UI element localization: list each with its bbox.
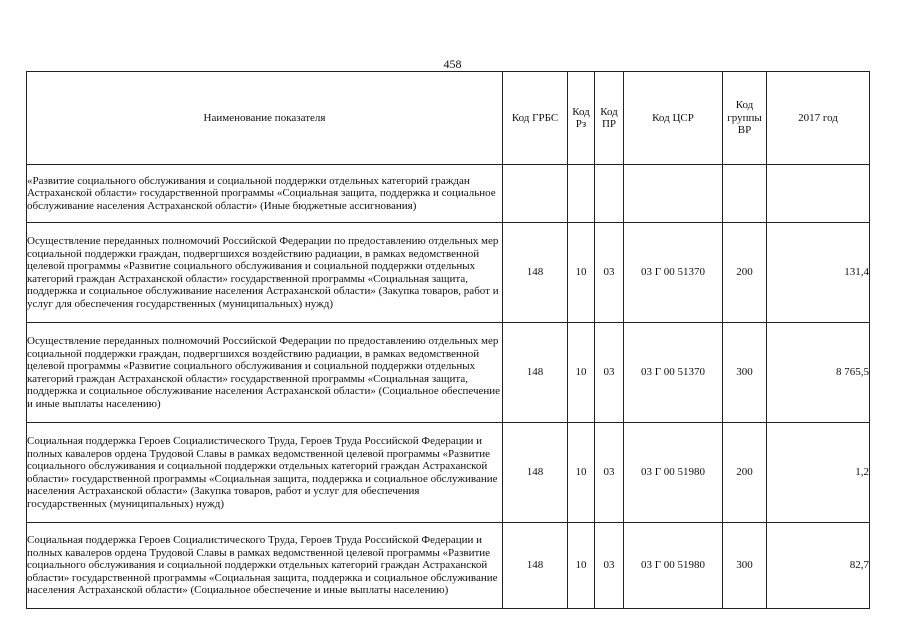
row-grbs: 148 [503, 423, 568, 523]
row-name: Осуществление переданных полномочий Российской Федерации по предоставлению отдельных мер социальной поддержки граждан, подвергшихся воздействию радиации, в рамках ведомственной целевой программы «Развитие социального обслуживания и социальной поддержки отдельных категорий граждан Астраханской области» государственной программы «Социальная защита, поддержка и социальное обслуживание населения Астраханской области» (Социальное обеспечение и иные выплаты населению) [27, 323, 503, 423]
header-csr: Код ЦСР [624, 72, 723, 165]
row-csr: 03 Г 00 51370 [624, 223, 723, 323]
row-grbs: 148 [503, 223, 568, 323]
row-amount: 131,4 [767, 223, 870, 323]
row-name: Социальная поддержка Героев Социалистического Труда, Героев Труда Российской Федерации и полных кавалеров ордена Трудовой Славы в рамках ведомственной целевой программы «Развитие социального обслуживания и социальной поддержки отдельных категорий граждан Астраханской области» государственной программы «Социальная защита, поддержка и социальное обслуживание населения Астраханской области» (Закупка товаров, работ и услуг для обеспечения государственных (муниципальных) нужд) [27, 423, 503, 523]
row-grbs: 148 [503, 523, 568, 609]
row-pr: 03 [595, 223, 624, 323]
row-name: «Развитие социального обслуживания и социальной поддержки отдельных категорий граждан Астраханской области» государственной программы «Социальная защита, поддержка и социальное обслуживание населения Астраханской области» (Иные бюджетные ассигнования) [27, 165, 503, 223]
header-pr: Код ПР [595, 72, 624, 165]
row-csr: 03 Г 00 51980 [624, 423, 723, 523]
table-row [27, 223, 870, 323]
row-rz: 10 [568, 423, 595, 523]
page-number: 458 [443, 57, 462, 71]
budget-table [26, 71, 870, 609]
row-csr: 03 Г 00 51980 [624, 523, 723, 609]
row-pr: 03 [595, 423, 624, 523]
row-vr: 300 [723, 323, 767, 423]
header-grbs: Код ГРБС [503, 72, 568, 165]
row-rz: 10 [568, 523, 595, 609]
row-vr: 300 [723, 523, 767, 609]
header-name: Наименование показателя [27, 72, 503, 165]
row-csr: 03 Г 00 51370 [624, 323, 723, 423]
header-rz: Код Рз [568, 72, 595, 165]
table-row [27, 523, 870, 609]
row-name: Социальная поддержка Героев Социалистического Труда, Героев Труда Российской Федерации и полных кавалеров ордена Трудовой Славы в рамках ведомственной целевой программы «Развитие социального обслуживания и социальной поддержки отдельных категорий граждан Астраханской области» государственной программы «Социальная защита, поддержка и социальное обслуживание населения Астраханской области» (Социальное обеспечение и иные выплаты населению) [27, 523, 503, 609]
row-vr [723, 165, 767, 223]
row-vr: 200 [723, 223, 767, 323]
row-amount [767, 165, 870, 223]
row-amount: 1,2 [767, 423, 870, 523]
row-grbs: 148 [503, 323, 568, 423]
row-rz: 10 [568, 223, 595, 323]
table-row [27, 323, 870, 423]
row-pr [595, 165, 624, 223]
row-vr: 200 [723, 423, 767, 523]
row-csr [624, 165, 723, 223]
table-header-row [27, 72, 870, 165]
header-vr: Код группы ВР [723, 72, 767, 165]
row-amount: 82,7 [767, 523, 870, 609]
row-grbs [503, 165, 568, 223]
row-pr: 03 [595, 523, 624, 609]
table-row [27, 423, 870, 523]
row-rz [568, 165, 595, 223]
header-year: 2017 год [767, 72, 870, 165]
row-pr: 03 [595, 323, 624, 423]
table-row [27, 165, 870, 223]
row-name: Осуществление переданных полномочий Российской Федерации по предоставлению отдельных мер социальной поддержки граждан, подвергшихся воздействию радиации, в рамках ведомственной целевой программы «Развитие социального обслуживания и социальной поддержки отдельных категорий граждан Астраханской области» государственной программы «Социальная защита, поддержка и социальное обслуживание населения Астраханской области» (Закупка товаров, работ и услуг для обеспечения государственных (муниципальных) нужд) [27, 223, 503, 323]
row-amount: 8 765,5 [767, 323, 870, 423]
row-rz: 10 [568, 323, 595, 423]
